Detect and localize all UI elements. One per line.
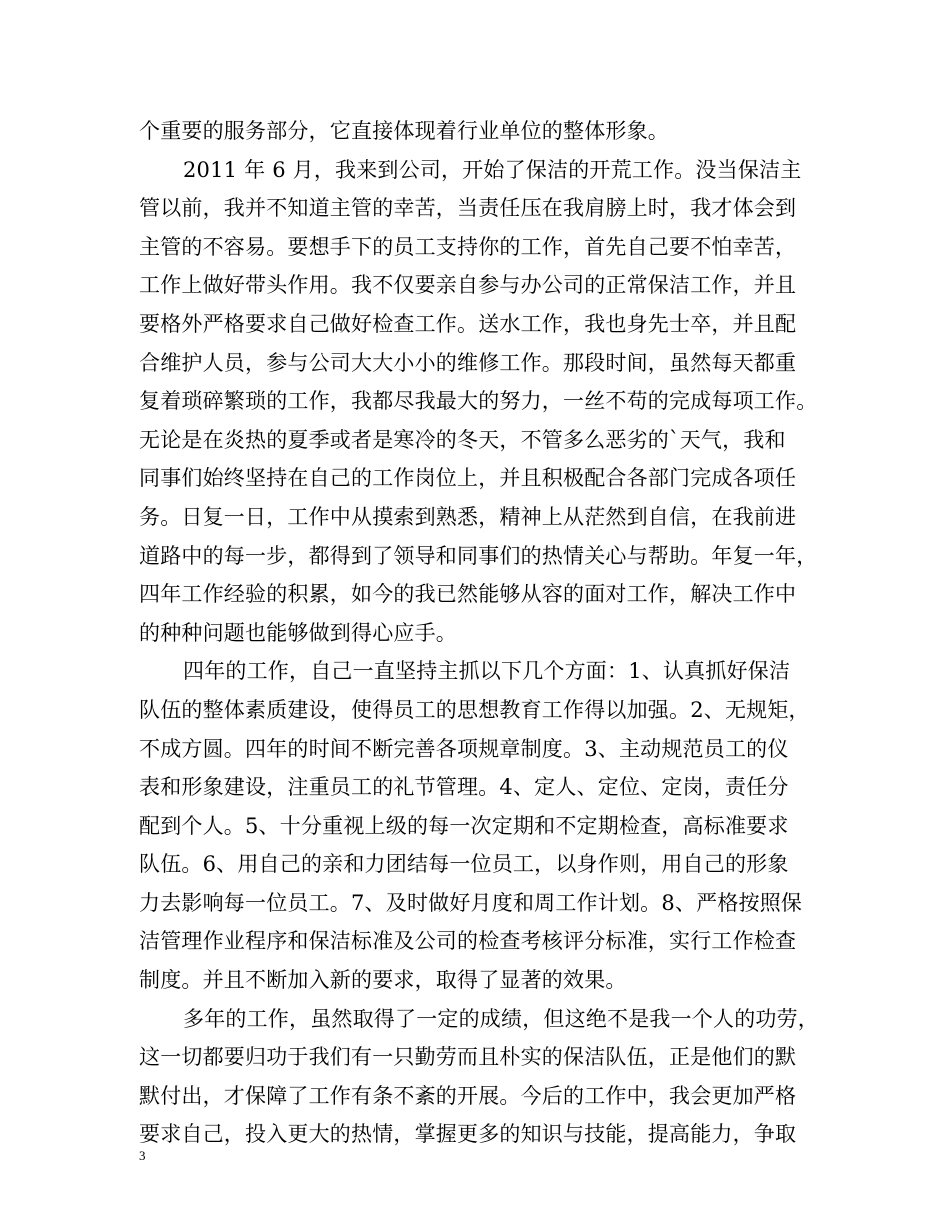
document-body	[139, 112, 821, 1154]
text-line: 多年的工作，虽然取得了一定的成绩，但这绝不是我一个人的功劳，	[183, 1006, 819, 1031]
text-line: 默付出，才保障了工作有条不紊的开展。今后的工作中，我会更加严格	[139, 1083, 797, 1108]
text-line: 力去影响每一位员工。7、及时做好月度和周工作计划。8、严格按照保	[139, 890, 803, 915]
text-line: 配到个人。5、十分重视上级的每一次定期和不定期检查，高标准要求	[139, 813, 789, 838]
text-line: 队伍的整体素质建设，使得员工的思想教育工作得以加强。2、无规矩，	[139, 697, 810, 722]
text-line: 要格外严格要求自己做好检查工作。送水工作，我也身先士卒，并且配	[139, 311, 797, 336]
text-line: 道路中的每一步，都得到了领导和同事们的热情关心与帮助。年复一年，	[139, 543, 818, 568]
text-line: 制度。并且不断加入新的要求，取得了显著的效果。	[139, 968, 627, 993]
text-line: 这一切都要归功于我们有一只勤劳而且朴实的保洁队伍，正是他们的默	[139, 1045, 797, 1070]
text-line: 四年工作经验的积累，如今的我已然能够从容的面对工作，解决工作中	[139, 582, 797, 607]
text-line: 队伍。6、用自己的亲和力团结每一位员工，以身作则，用自己的形象	[139, 852, 789, 877]
page-number: 3	[139, 1148, 146, 1163]
text-line: 合维护人员，参与公司大大小小的维修工作。那段时间，虽然每天都重	[139, 350, 797, 375]
text-line: 个重要的服务部分，它直接体现着行业单位的整体形象。	[139, 119, 669, 143]
text-line: 管以前，我并不知道主管的幸苦，当责任压在我肩膀上时，我才体会到	[139, 196, 797, 221]
text-line: 的种种问题也能够做到得心应手。	[139, 620, 457, 645]
text-line: 要求自己，投入更大的热情，掌握更多的知识与技能，提高能力，争取	[139, 1122, 797, 1147]
text-line: 同事们始终坚持在自己的工作岗位上，并且积极配合各部门完成各项任	[139, 466, 797, 491]
text-line: 务。日复一日，工作中从摸索到熟悉，精神上从茫然到自信，在我前进	[139, 504, 797, 529]
text-line: 表和形象建设，注重员工的礼节管理。4、定人、定位、定岗，责任分	[139, 775, 789, 800]
text-line: 复着琐碎繁琐的工作，我都尽我最大的努力，一丝不苟的完成每项工作。	[139, 389, 818, 414]
text-line: 主管的不容易。要想手下的员工支持你的工作，首先自己要不怕幸苦，	[139, 234, 797, 259]
text-line: 工作上做好带头作用。我不仅要亲自参与办公司的正常保洁工作，并且	[139, 273, 797, 298]
text-line: 四年的工作，自己一直坚持主抓以下几个方面：1、认真抓好保洁	[183, 659, 791, 684]
text-line: 2011 年 6 月，我来到公司，开始了保洁的开荒工作。没当保洁主	[183, 157, 802, 182]
text-line: 无论是在炎热的夏季或者是寒冷的冬天，不管多么恶劣的`天气，我和	[139, 427, 786, 452]
text-line: 洁管理作业程序和保洁标准及公司的检查考核评分标准，实行工作检查	[139, 929, 797, 954]
text-line: 不成方圆。四年的时间不断完善各项规章制度。3、主动规范员工的仪	[139, 736, 789, 761]
